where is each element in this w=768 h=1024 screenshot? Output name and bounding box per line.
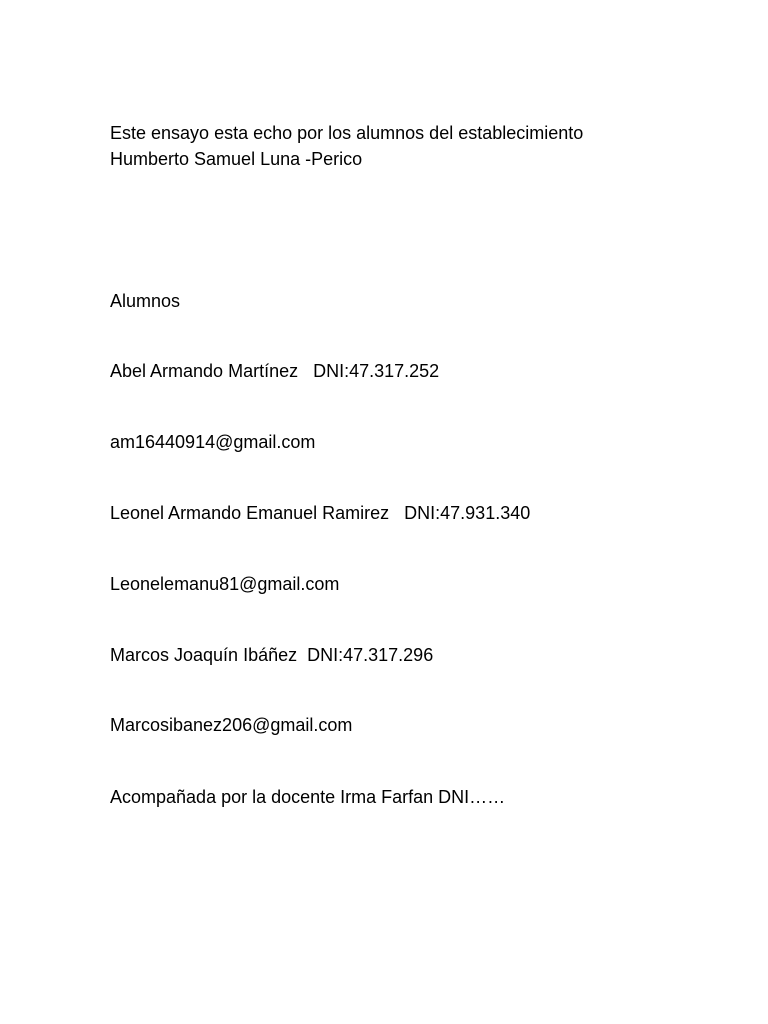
students-heading: Alumnos	[110, 291, 181, 311]
intro-paragraph	[110, 120, 710, 172]
intro-line-2: Humberto Samuel Luna -Perico	[110, 149, 363, 169]
student-1-email: am16440914@gmail.com	[110, 432, 316, 452]
intro-line-1: Este ensayo esta echo por los alumnos del establecimiento	[110, 123, 584, 143]
student-2-name-dni: Leonel Armando Emanuel Ramirez DNI:47.931.340	[110, 503, 531, 523]
student-1-name-dni: Abel Armando Martínez DNI:47.317.252	[110, 361, 440, 381]
student-3-email: Marcosibanez206@gmail.com	[110, 715, 353, 735]
closing-line: Acompañada por la docente Irma Farfan DNI……	[110, 787, 506, 807]
student-2-email: Leonelemanu81@gmail.com	[110, 574, 340, 594]
student-3-name-dni: Marcos Joaquín Ibáñez DNI:47.317.296	[110, 645, 434, 665]
